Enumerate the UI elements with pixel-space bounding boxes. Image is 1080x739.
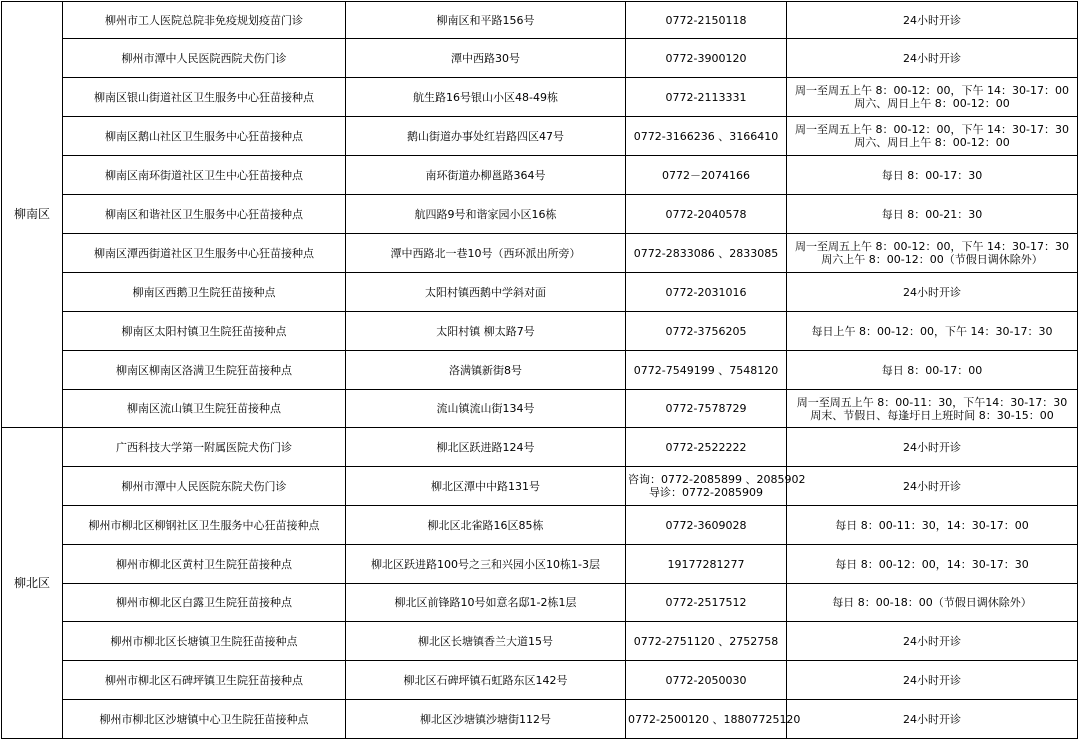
hours-cell xyxy=(787,545,1078,584)
phone-cell xyxy=(626,351,787,390)
table-row xyxy=(2,622,1078,661)
phone-line: 0772-2517512 xyxy=(665,596,747,609)
table-row xyxy=(2,390,1078,428)
site-name-cell: 柳南区流山镇卫生院狂苗接种点 xyxy=(63,390,346,428)
address-cell: 南环街道办柳邕路364号 xyxy=(346,156,626,195)
phone-cell xyxy=(626,2,787,39)
table-row xyxy=(2,312,1078,351)
hours-cell xyxy=(787,2,1078,39)
phone-cell xyxy=(626,700,801,739)
hours-line: 每日上午 8：00-12：00，下午 14：30-17：30 xyxy=(811,324,1053,338)
hours-line: 周六、周日上午 8：00-12：00 xyxy=(854,136,1010,149)
site-name-cell: 柳南区银山街道社区卫生服务中心狂苗接种点 xyxy=(63,78,346,117)
address-cell: 柳北区前锋路10号如意名邸1-2栋1层 xyxy=(346,584,626,622)
hours-line: 24小时开诊 xyxy=(903,440,961,454)
address-cell: 航四路9号和谐家园小区16栋 xyxy=(346,195,626,234)
hours-cell xyxy=(787,428,1078,467)
phone-line: 0772-2031016 xyxy=(665,285,747,299)
phone-cell xyxy=(626,390,787,428)
hours-line: 周一至周五上午 8：00-12：00，下午 14：30-17：00 xyxy=(795,84,1069,97)
address-cell: 潭中西路北一巷10号（西环派出所旁） xyxy=(346,234,626,273)
hours-line: 24小时开诊 xyxy=(903,712,961,726)
table-row xyxy=(2,661,1078,700)
phone-line: 0772-2500120 、18807725120 xyxy=(628,712,801,726)
hours-cell xyxy=(787,661,1078,700)
site-name-cell: 柳州市柳北区石碑坪镇卫生院狂苗接种点 xyxy=(63,661,346,700)
address-cell: 太阳村镇 柳太路7号 xyxy=(346,312,626,351)
table-row xyxy=(2,273,1078,312)
phone-line: 咨询：0772-2085899 、2085902 xyxy=(628,473,806,486)
table-row xyxy=(2,584,1078,622)
hours-cell xyxy=(787,195,1078,234)
hours-line: 24小时开诊 xyxy=(903,479,961,493)
table-row xyxy=(2,700,1078,739)
hours-cell xyxy=(787,467,1078,506)
site-name-cell: 柳南区柳南区洛满卫生院狂苗接种点 xyxy=(63,351,346,390)
hours-line: 每日 8：00-21：30 xyxy=(881,207,983,221)
table-row xyxy=(2,117,1078,156)
hours-line: 周一至周五上午 8：00-12：00，下午 14：30-17：30 xyxy=(795,240,1069,253)
phone-line: 0772-2150118 xyxy=(665,13,747,27)
table-row xyxy=(2,78,1078,117)
hours-cell xyxy=(787,273,1078,312)
phone-line: 导诊：0772-2085909 xyxy=(649,486,763,499)
site-name-cell: 柳南区南环街道社区卫生中心狂苗接种点 xyxy=(63,156,346,195)
phone-line: 0772-2522222 xyxy=(665,440,747,454)
address-cell: 柳北区石碑坪镇石虹路东区142号 xyxy=(346,661,626,700)
site-name-cell: 柳州市柳北区柳钢社区卫生服务中心狂苗接种点 xyxy=(63,506,346,545)
hours-cell xyxy=(787,117,1078,156)
hours-cell xyxy=(787,39,1078,78)
address-cell: 太阳村镇西鹅中学斜对面 xyxy=(346,273,626,312)
hours-line: 24小时开诊 xyxy=(903,673,961,687)
table-row xyxy=(2,428,1078,467)
phone-cell xyxy=(626,273,787,312)
hours-cell xyxy=(787,700,1078,739)
site-name-cell: 柳州市潭中人民医院西院犬伤门诊 xyxy=(63,39,346,78)
site-name-cell: 柳南区鹅山社区卫生服务中心狂苗接种点 xyxy=(63,117,346,156)
site-name-cell: 柳州市柳北区长塘镇卫生院狂苗接种点 xyxy=(63,622,346,661)
vaccination-points-table xyxy=(1,1,1078,739)
address-cell: 潭中西路30号 xyxy=(346,39,626,78)
hours-line: 24小时开诊 xyxy=(903,51,961,65)
site-name-cell: 柳南区潭西街道社区卫生服务中心狂苗接种点 xyxy=(63,234,346,273)
phone-cell xyxy=(626,312,787,351)
hours-line: 周六、周日上午 8：00-12：00 xyxy=(854,97,1010,110)
hours-line: 24小时开诊 xyxy=(903,13,961,27)
phone-cell xyxy=(626,506,787,545)
phone-line: 0772-3756205 xyxy=(665,324,747,338)
address-cell: 鹅山街道办事处红岩路四区47号 xyxy=(346,117,626,156)
phone-line: 0772-2040578 xyxy=(665,207,747,221)
district-cell: 柳南区 xyxy=(2,2,63,428)
address-cell: 柳北区潭中中路131号 xyxy=(346,467,626,506)
table-row xyxy=(2,195,1078,234)
address-cell: 柳北区沙塘镇沙塘街112号 xyxy=(346,700,626,739)
address-cell: 柳北区跃进路100号之三和兴园小区10栋1-3层 xyxy=(346,545,626,584)
phone-cell xyxy=(626,78,787,117)
table-row xyxy=(2,506,1078,545)
site-name-cell: 广西科技大学第一附属医院犬伤门诊 xyxy=(63,428,346,467)
phone-cell xyxy=(626,584,787,622)
phone-cell xyxy=(626,156,787,195)
hours-cell xyxy=(787,351,1078,390)
table-row xyxy=(2,39,1078,78)
phone-cell xyxy=(626,661,787,700)
phone-line: 0772-3609028 xyxy=(665,518,747,532)
hours-line: 周六上午 8：00-12：00（节假日调休除外） xyxy=(821,253,1043,266)
hours-line: 周末、节假日、每逢圩日上班时间 8：30-15：00 xyxy=(810,408,1054,422)
phone-line: 0772-7549199 、7548120 xyxy=(633,363,779,377)
phone-line: 0772-2833086 、2833085 xyxy=(633,246,779,260)
table-row xyxy=(2,2,1078,39)
phone-cell xyxy=(626,39,787,78)
address-cell: 航生路16号银山小区48-49栋 xyxy=(346,78,626,117)
site-name-cell: 柳州市柳北区沙塘镇中心卫生院狂苗接种点 xyxy=(63,700,346,739)
phone-line: 0772－2074166 xyxy=(662,168,750,182)
phone-cell xyxy=(626,117,787,156)
phone-cell xyxy=(626,195,787,234)
address-cell: 柳南区和平路156号 xyxy=(346,2,626,39)
table-row xyxy=(2,351,1078,390)
site-name-cell: 柳州市工人医院总院非免疫规划疫苗门诊 xyxy=(63,2,346,39)
district-cell: 柳北区 xyxy=(2,428,63,739)
table-row xyxy=(2,234,1078,273)
table-row xyxy=(2,156,1078,195)
site-name-cell: 柳州市潭中人民医院东院犬伤门诊 xyxy=(63,467,346,506)
hours-line: 每日 8：00-12：00，14：30-17：30 xyxy=(835,557,1029,571)
hours-line: 24小时开诊 xyxy=(903,285,961,299)
phone-line: 0772-7578729 xyxy=(665,402,747,415)
phone-cell xyxy=(626,622,787,661)
hours-line: 每日 8：00-18：00（节假日调休除外） xyxy=(832,596,1032,609)
table-body xyxy=(2,2,1078,739)
hours-cell xyxy=(787,78,1078,117)
address-cell: 柳北区跃进路124号 xyxy=(346,428,626,467)
address-cell: 柳北区长塘镇香兰大道15号 xyxy=(346,622,626,661)
hours-line: 每日 8：00-17：00 xyxy=(881,363,983,377)
address-cell: 流山镇流山街134号 xyxy=(346,390,626,428)
hours-cell xyxy=(787,156,1078,195)
hours-cell xyxy=(787,234,1078,273)
phone-cell xyxy=(626,545,787,584)
phone-cell xyxy=(626,234,787,273)
hours-cell xyxy=(787,622,1078,661)
hours-line: 每日 8：00-11：30，14：30-17：00 xyxy=(835,518,1029,532)
phone-line: 19177281277 xyxy=(667,557,745,571)
hours-cell xyxy=(787,506,1078,545)
phone-cell xyxy=(626,467,806,506)
address-cell: 洛满镇新街8号 xyxy=(346,351,626,390)
hours-cell xyxy=(787,584,1078,622)
phone-line: 0772-2050030 xyxy=(665,673,747,687)
phone-line: 0772-2113331 xyxy=(665,90,747,104)
site-name-cell: 柳州市柳北区白露卫生院狂苗接种点 xyxy=(63,584,346,622)
hours-cell xyxy=(787,312,1078,351)
site-name-cell: 柳南区太阳村镇卫生院狂苗接种点 xyxy=(63,312,346,351)
site-name-cell: 柳州市柳北区黄村卫生院狂苗接种点 xyxy=(63,545,346,584)
hours-line: 周一至周五上午 8：00-11：30，下午14：30-17：30 xyxy=(796,395,1068,409)
hours-line: 每日 8：00-17：30 xyxy=(881,168,983,182)
phone-line: 0772-2751120 、2752758 xyxy=(633,634,779,648)
hours-cell xyxy=(787,390,1078,428)
address-cell: 柳北区北雀路16区85栋 xyxy=(346,506,626,545)
hours-line: 24小时开诊 xyxy=(903,634,961,648)
phone-line: 0772-3900120 xyxy=(665,51,747,65)
table-row xyxy=(2,545,1078,584)
table-row xyxy=(2,467,1078,506)
site-name-cell: 柳南区西鹅卫生院狂苗接种点 xyxy=(63,273,346,312)
site-name-cell: 柳南区和谐社区卫生服务中心狂苗接种点 xyxy=(63,195,346,234)
phone-cell xyxy=(626,428,787,467)
phone-line: 0772-3166236 、3166410 xyxy=(633,129,779,143)
hours-line: 周一至周五上午 8：00-12：00，下午 14：30-17：30 xyxy=(795,123,1069,136)
